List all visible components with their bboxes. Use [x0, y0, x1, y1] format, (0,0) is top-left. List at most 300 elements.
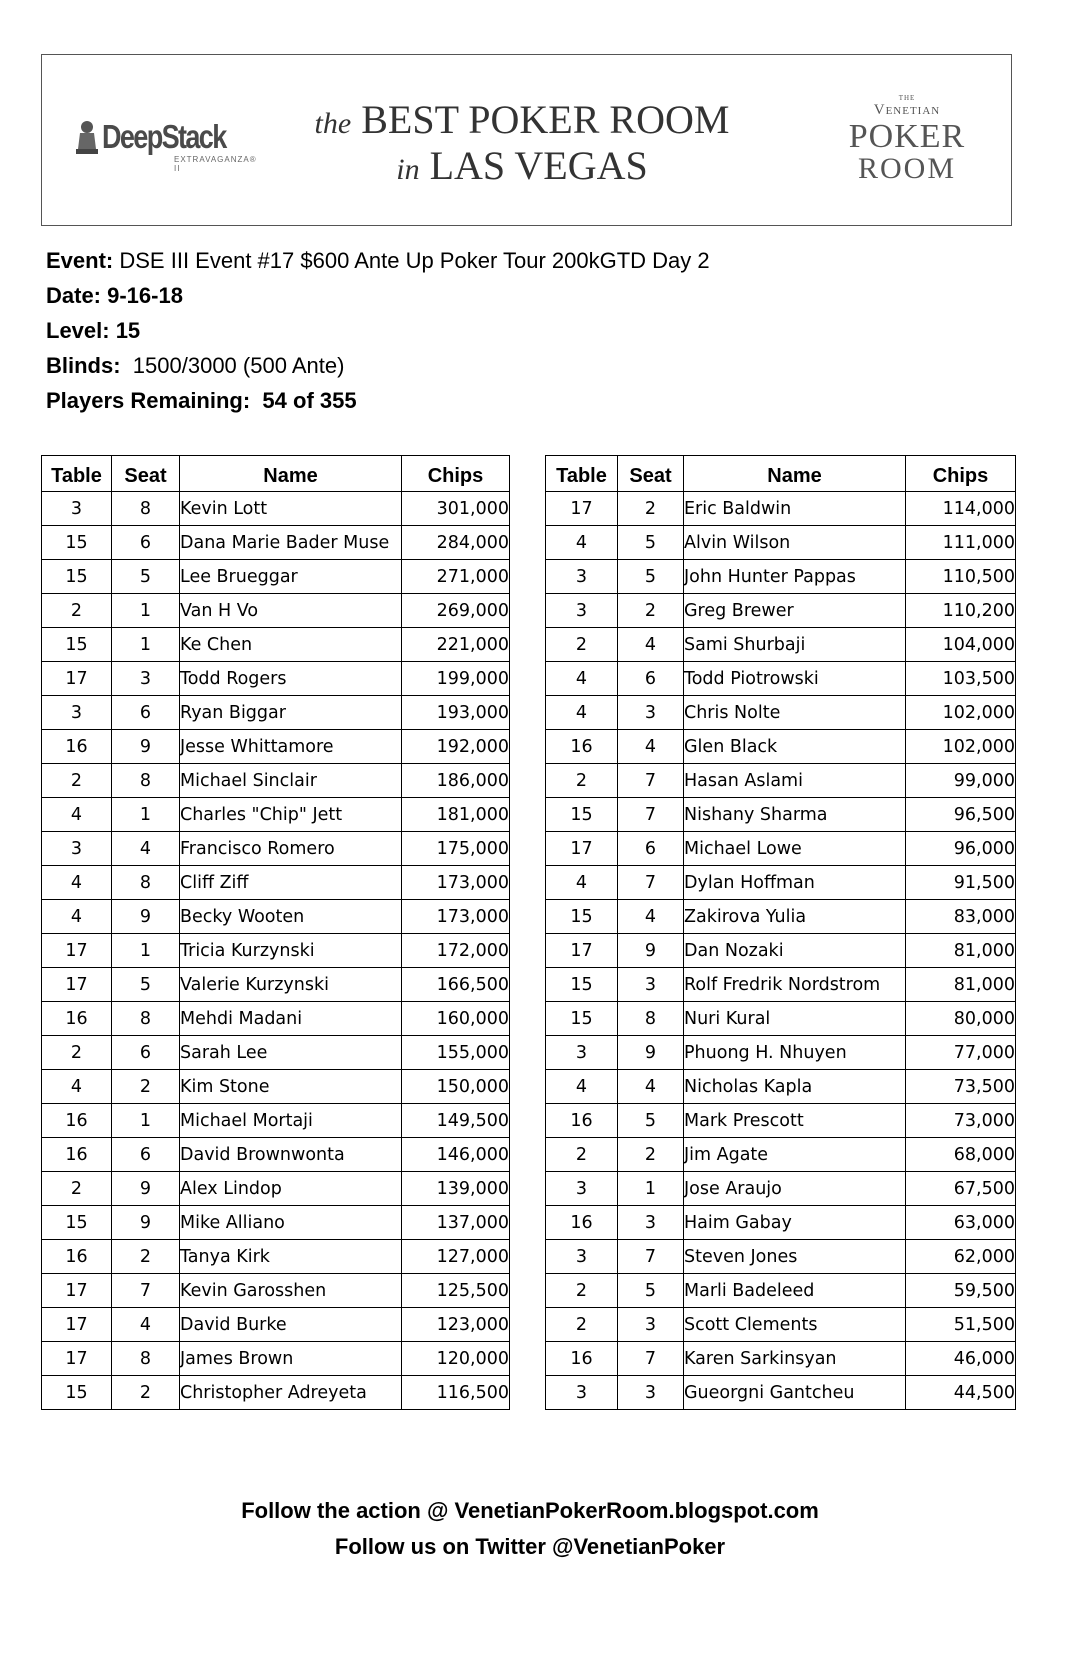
table-row: [546, 1002, 1016, 1036]
table-number-cell: 3: [546, 560, 618, 594]
player-name-cell: Michael Mortaji: [180, 1104, 402, 1138]
table-number-cell: 4: [546, 1070, 618, 1104]
table-row: [42, 1036, 510, 1070]
player-name-cell: Kevin Garosshen: [180, 1274, 402, 1308]
chip-count-cell: 81,000: [906, 968, 1016, 1002]
chip-count-cell: 173,000: [402, 866, 510, 900]
seat-number-cell: 5: [618, 560, 684, 594]
chip-count-cell: 155,000: [402, 1036, 510, 1070]
table-row: [42, 1138, 510, 1172]
footer-twitter-line: Follow us on Twitter @VenetianPoker: [334, 1534, 726, 1559]
chip-count-cell: 80,000: [906, 1002, 1016, 1036]
chip-count-cell: 150,000: [402, 1070, 510, 1104]
chip-count-cell: 81,000: [906, 934, 1016, 968]
table-row: [546, 900, 1016, 934]
col-header-chips: Chips: [906, 456, 1016, 492]
seat-number-cell: 6: [112, 696, 180, 730]
player-name-cell: Todd Rogers: [180, 662, 402, 696]
seat-number-cell: 3: [618, 1308, 684, 1342]
chip-count-cell: 103,500: [906, 662, 1016, 696]
table-number-cell: 17: [546, 934, 618, 968]
player-name-cell: Nuri Kural: [684, 1002, 906, 1036]
table-number-cell: 16: [42, 730, 112, 764]
blinds-value: 1500/3000 (500 Ante): [132, 353, 345, 378]
table-number-cell: 17: [42, 934, 112, 968]
player-name-cell: Todd Piotrowski: [684, 662, 906, 696]
seat-number-cell: 2: [112, 1240, 180, 1274]
table-row: [546, 628, 1016, 662]
date-label: Date: 9-16-18: [46, 283, 183, 308]
player-name-cell: Lee Brueggar: [180, 560, 402, 594]
player-name-cell: Charles "Chip" Jett: [180, 798, 402, 832]
player-name-cell: Michael Sinclair: [180, 764, 402, 798]
player-name-cell: Jesse Whittamore: [180, 730, 402, 764]
table-header-row: [546, 456, 1016, 492]
table-row: [42, 1376, 510, 1410]
blinds-label: Blinds:: [46, 353, 121, 378]
chip-count-cell: 123,000: [402, 1308, 510, 1342]
chip-count-cell: 172,000: [402, 934, 510, 968]
chip-count-cell: 110,500: [906, 560, 1016, 594]
table-number-cell: 17: [42, 662, 112, 696]
seat-number-cell: 3: [618, 1376, 684, 1410]
seat-number-cell: 2: [112, 1376, 180, 1410]
table-row: [42, 832, 510, 866]
table-row: [546, 560, 1016, 594]
table-number-cell: 15: [546, 1002, 618, 1036]
tagline-line2: LAS VEGAS: [429, 143, 648, 188]
table-number-cell: 2: [546, 1308, 618, 1342]
seat-number-cell: 8: [618, 1002, 684, 1036]
player-name-cell: Tanya Kirk: [180, 1240, 402, 1274]
table-number-cell: 16: [42, 1002, 112, 1036]
table-number-cell: 16: [42, 1138, 112, 1172]
player-name-cell: Jose Araujo: [684, 1172, 906, 1206]
player-name-cell: Eric Baldwin: [684, 492, 906, 526]
table-row: [42, 1240, 510, 1274]
deepstack-wordmark: DeepStack: [102, 118, 226, 155]
player-name-cell: Michael Lowe: [684, 832, 906, 866]
player-name-cell: Hasan Aslami: [684, 764, 906, 798]
seat-number-cell: 1: [112, 934, 180, 968]
venetian-logo: [832, 95, 982, 184]
seat-number-cell: 8: [112, 1002, 180, 1036]
table-number-cell: 16: [42, 1240, 112, 1274]
seat-number-cell: 3: [618, 968, 684, 1002]
chip-count-cell: 62,000: [906, 1240, 1016, 1274]
chip-count-cell: 186,000: [402, 764, 510, 798]
table-row: [546, 1240, 1016, 1274]
seat-number-cell: 9: [112, 730, 180, 764]
chip-count-cell: 44,500: [906, 1376, 1016, 1410]
venetian-the: THE: [898, 94, 916, 102]
table-number-cell: 17: [42, 968, 112, 1002]
table-number-cell: 16: [546, 1342, 618, 1376]
chip-count-cell: 77,000: [906, 1036, 1016, 1070]
seat-number-cell: 7: [618, 1342, 684, 1376]
deepstack-subtitle: EXTRAVAGANZA® II: [174, 155, 257, 173]
table-number-cell: 17: [42, 1308, 112, 1342]
table-row: [42, 1308, 510, 1342]
player-name-cell: Alex Lindop: [180, 1172, 402, 1206]
player-name-cell: Dana Marie Bader Muse: [180, 526, 402, 560]
seat-number-cell: 7: [618, 866, 684, 900]
seat-number-cell: 1: [618, 1172, 684, 1206]
table-row: [42, 1104, 510, 1138]
table-row: [42, 1206, 510, 1240]
seat-number-cell: 7: [618, 1240, 684, 1274]
seat-number-cell: 8: [112, 492, 180, 526]
table-row: [546, 866, 1016, 900]
seat-number-cell: 8: [112, 866, 180, 900]
tagline-in: in: [396, 153, 420, 186]
seat-number-cell: 7: [112, 1274, 180, 1308]
table-number-cell: 15: [42, 1206, 112, 1240]
col-header-name: Name: [180, 456, 402, 492]
player-name-cell: Marli Badeleed: [684, 1274, 906, 1308]
player-name-cell: Kim Stone: [180, 1070, 402, 1104]
table-number-cell: 4: [546, 696, 618, 730]
table-row: [42, 560, 510, 594]
seat-number-cell: 9: [112, 1206, 180, 1240]
chip-count-cell: 116,500: [402, 1376, 510, 1410]
tagline-line1: BEST POKER ROOM: [361, 97, 730, 142]
table-number-cell: 4: [42, 900, 112, 934]
table-number-cell: 2: [546, 1274, 618, 1308]
seat-number-cell: 1: [112, 594, 180, 628]
table-row: [42, 1342, 510, 1376]
chip-count-cell: 46,000: [906, 1342, 1016, 1376]
seat-number-cell: 9: [112, 900, 180, 934]
player-name-cell: Mike Alliano: [180, 1206, 402, 1240]
chip-count-cell: 96,500: [906, 798, 1016, 832]
table-row: [42, 730, 510, 764]
table-row: [546, 968, 1016, 1002]
table-row: [42, 1172, 510, 1206]
seat-number-cell: 8: [112, 1342, 180, 1376]
seat-number-cell: 2: [618, 1138, 684, 1172]
chip-count-cell: 96,000: [906, 832, 1016, 866]
chip-count-cell: 181,000: [402, 798, 510, 832]
table-row: [42, 968, 510, 1002]
event-label: Event:: [46, 248, 114, 273]
table-number-cell: 4: [42, 1070, 112, 1104]
player-name-cell: Karen Sarkinsyan: [684, 1342, 906, 1376]
table-number-cell: 3: [546, 1172, 618, 1206]
seat-number-cell: 9: [618, 934, 684, 968]
table-number-cell: 3: [42, 832, 112, 866]
player-name-cell: Mehdi Madani: [180, 1002, 402, 1036]
table-number-cell: 16: [42, 1104, 112, 1138]
chip-count-cell: 91,500: [906, 866, 1016, 900]
seat-number-cell: 2: [618, 594, 684, 628]
table-row: [42, 628, 510, 662]
player-name-cell: Christopher Adreyeta: [180, 1376, 402, 1410]
table-number-cell: 17: [42, 1342, 112, 1376]
seat-number-cell: 3: [618, 696, 684, 730]
table-number-cell: 2: [42, 1036, 112, 1070]
chip-count-cell: 192,000: [402, 730, 510, 764]
chip-count-cell: 73,500: [906, 1070, 1016, 1104]
player-name-cell: Van H Vo: [180, 594, 402, 628]
chip-count-cell: 271,000: [402, 560, 510, 594]
player-name-cell: Becky Wooten: [180, 900, 402, 934]
table-row: [546, 1274, 1016, 1308]
table-row: [42, 526, 510, 560]
chip-count-cell: 166,500: [402, 968, 510, 1002]
table-header-row: [42, 456, 510, 492]
level-line: [46, 318, 140, 344]
table-row: [42, 594, 510, 628]
table-row: [546, 1172, 1016, 1206]
table-number-cell: 17: [546, 832, 618, 866]
table-number-cell: 15: [546, 798, 618, 832]
chip-count-cell: 199,000: [402, 662, 510, 696]
table-number-cell: 3: [546, 1036, 618, 1070]
chip-count-cell: 51,500: [906, 1308, 1016, 1342]
table-number-cell: 4: [42, 798, 112, 832]
seat-number-cell: 5: [618, 526, 684, 560]
footer-blog-line: Follow the action @ VenetianPokerRoom.blogspot.com: [241, 1498, 819, 1523]
table-number-cell: 2: [42, 1172, 112, 1206]
venetian-poker: POKER: [848, 118, 966, 155]
chip-count-cell: 221,000: [402, 628, 510, 662]
table-number-cell: 15: [42, 526, 112, 560]
table-row: [42, 662, 510, 696]
seat-number-cell: 3: [618, 1206, 684, 1240]
table-number-cell: 15: [546, 968, 618, 1002]
table-number-cell: 16: [546, 730, 618, 764]
player-name-cell: Gueorgni Gantcheu: [684, 1376, 906, 1410]
table-row: [546, 934, 1016, 968]
player-name-cell: Dylan Hoffman: [684, 866, 906, 900]
player-name-cell: John Hunter Pappas: [684, 560, 906, 594]
seat-number-cell: 2: [618, 492, 684, 526]
chip-counts-table-right: [545, 455, 1016, 1410]
seat-number-cell: 5: [618, 1104, 684, 1138]
table-row: [546, 1206, 1016, 1240]
table-number-cell: 17: [546, 492, 618, 526]
chip-count-cell: 137,000: [402, 1206, 510, 1240]
players-remaining-line: [46, 388, 357, 414]
player-name-cell: Sami Shurbaji: [684, 628, 906, 662]
table-row: [546, 1308, 1016, 1342]
seat-number-cell: 4: [112, 1308, 180, 1342]
chip-count-cell: 269,000: [402, 594, 510, 628]
table-row: [42, 492, 510, 526]
table-row: [42, 764, 510, 798]
chip-count-cell: 102,000: [906, 730, 1016, 764]
table-row: [42, 1070, 510, 1104]
table-number-cell: 2: [546, 764, 618, 798]
player-name-cell: Steven Jones: [684, 1240, 906, 1274]
chip-count-cell: 111,000: [906, 526, 1016, 560]
seat-number-cell: 6: [112, 1138, 180, 1172]
table-row: [546, 764, 1016, 798]
event-line: [46, 248, 710, 274]
chip-count-cell: 175,000: [402, 832, 510, 866]
player-name-cell: Kevin Lott: [180, 492, 402, 526]
level-label: Level: 15: [46, 318, 141, 343]
players-remaining-value: 54 of 355: [262, 388, 357, 413]
col-header-seat: Seat: [112, 456, 180, 492]
table-row: [42, 934, 510, 968]
chip-count-cell: 114,000: [906, 492, 1016, 526]
chip-count-cell: 110,200: [906, 594, 1016, 628]
table-row: [546, 526, 1016, 560]
table-number-cell: 2: [546, 628, 618, 662]
chip-count-cell: 63,000: [906, 1206, 1016, 1240]
player-name-cell: David Burke: [180, 1308, 402, 1342]
player-name-cell: Mark Prescott: [684, 1104, 906, 1138]
table-row: [42, 900, 510, 934]
table-number-cell: 3: [546, 594, 618, 628]
col-header-name: Name: [684, 456, 906, 492]
table-row: [546, 594, 1016, 628]
seat-number-cell: 4: [618, 628, 684, 662]
chip-count-cell: 73,000: [906, 1104, 1016, 1138]
seat-number-cell: 2: [112, 1070, 180, 1104]
seat-number-cell: 9: [618, 1036, 684, 1070]
seat-number-cell: 9: [112, 1172, 180, 1206]
player-name-cell: Nicholas Kapla: [684, 1070, 906, 1104]
event-value: DSE III Event #17 $600 Ante Up Poker Tour 200kGTD Day 2: [119, 248, 710, 273]
player-name-cell: Greg Brewer: [684, 594, 906, 628]
seat-number-cell: 5: [618, 1274, 684, 1308]
seat-number-cell: 5: [112, 560, 180, 594]
player-name-cell: Glen Black: [684, 730, 906, 764]
tagline: [307, 99, 737, 191]
seat-number-cell: 6: [618, 832, 684, 866]
table-row: [546, 798, 1016, 832]
player-name-cell: Ryan Biggar: [180, 696, 402, 730]
table-row: [42, 798, 510, 832]
table-row: [546, 1376, 1016, 1410]
table-number-cell: 15: [42, 1376, 112, 1410]
seat-number-cell: 1: [112, 628, 180, 662]
seat-number-cell: 4: [618, 730, 684, 764]
table-number-cell: 4: [546, 866, 618, 900]
table-number-cell: 15: [42, 560, 112, 594]
player-name-cell: Alvin Wilson: [684, 526, 906, 560]
seat-number-cell: 8: [112, 764, 180, 798]
chip-count-cell: 127,000: [402, 1240, 510, 1274]
table-number-cell: 3: [42, 492, 112, 526]
seat-number-cell: 1: [112, 798, 180, 832]
col-header-table: Table: [42, 456, 112, 492]
col-header-seat: Seat: [618, 456, 684, 492]
chip-count-cell: 67,500: [906, 1172, 1016, 1206]
chip-count-cell: 68,000: [906, 1138, 1016, 1172]
table-number-cell: 15: [546, 900, 618, 934]
chip-count-cell: 59,500: [906, 1274, 1016, 1308]
chip-count-cell: 99,000: [906, 764, 1016, 798]
table-row: [546, 1036, 1016, 1070]
chip-count-cell: 193,000: [402, 696, 510, 730]
chip-count-cell: 284,000: [402, 526, 510, 560]
player-name-cell: Sarah Lee: [180, 1036, 402, 1070]
deepstack-logo: [74, 117, 257, 173]
seat-number-cell: 6: [618, 662, 684, 696]
table-number-cell: 3: [546, 1376, 618, 1410]
table-row: [546, 662, 1016, 696]
player-name-cell: Francisco Romero: [180, 832, 402, 866]
player-name-cell: Cliff Ziff: [180, 866, 402, 900]
chip-count-cell: 160,000: [402, 1002, 510, 1036]
header-banner: [41, 54, 1012, 226]
player-name-cell: Jim Agate: [684, 1138, 906, 1172]
seat-number-cell: 4: [618, 1070, 684, 1104]
player-name-cell: Tricia Kurzynski: [180, 934, 402, 968]
table-row: [546, 1104, 1016, 1138]
table-number-cell: 17: [42, 1274, 112, 1308]
table-number-cell: 15: [42, 628, 112, 662]
table-row: [546, 832, 1016, 866]
table-number-cell: 16: [546, 1206, 618, 1240]
player-name-cell: Nishany Sharma: [684, 798, 906, 832]
player-name-cell: Phuong H. Nhuyen: [684, 1036, 906, 1070]
table-number-cell: 16: [546, 1104, 618, 1138]
chip-count-cell: 301,000: [402, 492, 510, 526]
table-row: [546, 696, 1016, 730]
player-name-cell: David Brownwonta: [180, 1138, 402, 1172]
seat-number-cell: 1: [112, 1104, 180, 1138]
seat-number-cell: 7: [618, 798, 684, 832]
col-header-table: Table: [546, 456, 618, 492]
seat-number-cell: 6: [112, 1036, 180, 1070]
player-name-cell: Haim Gabay: [684, 1206, 906, 1240]
player-name-cell: Rolf Fredrik Nordstrom: [684, 968, 906, 1002]
table-number-cell: 4: [546, 662, 618, 696]
table-row: [42, 1274, 510, 1308]
seat-number-cell: 4: [618, 900, 684, 934]
chip-count-cell: 83,000: [906, 900, 1016, 934]
date-line: [46, 283, 183, 309]
seat-number-cell: 3: [112, 662, 180, 696]
tagline-the: the: [314, 107, 352, 140]
table-number-cell: 2: [42, 764, 112, 798]
player-name-cell: Ke Chen: [180, 628, 402, 662]
seat-number-cell: 4: [112, 832, 180, 866]
lion-statue-icon: [74, 119, 100, 155]
chip-count-cell: 139,000: [402, 1172, 510, 1206]
players-remaining-label: Players Remaining:: [46, 388, 251, 413]
blinds-line: [46, 353, 344, 379]
player-name-cell: Dan Nozaki: [684, 934, 906, 968]
venetian-room: ROOM: [857, 152, 956, 185]
chip-count-cell: 149,500: [402, 1104, 510, 1138]
table-row: [546, 1342, 1016, 1376]
chip-count-cell: 120,000: [402, 1342, 510, 1376]
table-number-cell: 2: [546, 1138, 618, 1172]
chip-counts-table-left: [41, 455, 510, 1410]
player-name-cell: Scott Clements: [684, 1308, 906, 1342]
chip-count-cell: 146,000: [402, 1138, 510, 1172]
seat-number-cell: 6: [112, 526, 180, 560]
chip-count-cell: 173,000: [402, 900, 510, 934]
seat-number-cell: 5: [112, 968, 180, 1002]
table-number-cell: 4: [546, 526, 618, 560]
table-number-cell: 4: [42, 866, 112, 900]
col-header-chips: Chips: [402, 456, 510, 492]
table-row: [546, 492, 1016, 526]
venetian-name: Venetian: [873, 102, 941, 118]
player-name-cell: Zakirova Yulia: [684, 900, 906, 934]
table-number-cell: 3: [42, 696, 112, 730]
table-row: [546, 1070, 1016, 1104]
seat-number-cell: 7: [618, 764, 684, 798]
table-row: [546, 1138, 1016, 1172]
